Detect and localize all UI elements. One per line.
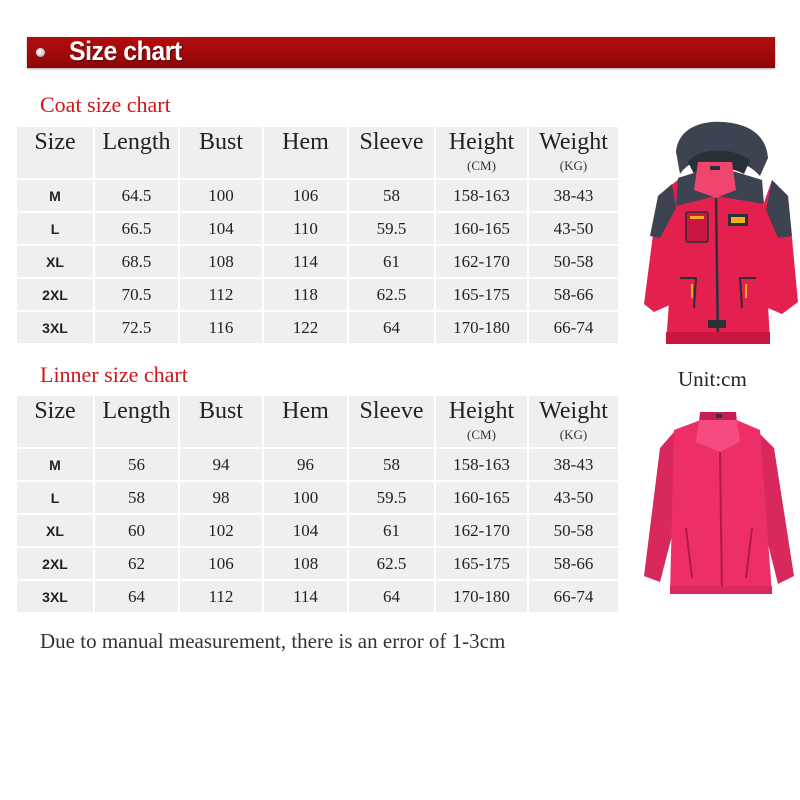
- table-cell: 94: [180, 449, 262, 480]
- size-cell: 3XL: [17, 312, 93, 343]
- size-cell: 3XL: [17, 581, 93, 612]
- table-cell: 100: [180, 180, 262, 211]
- table-row: [17, 312, 618, 343]
- table-cell: 162-170: [436, 246, 527, 277]
- liner-size-table: [15, 394, 620, 614]
- column-unit: (CM): [467, 427, 496, 442]
- header-row: [17, 396, 618, 447]
- column-header: [95, 396, 178, 447]
- table-cell: 62.5: [349, 279, 434, 310]
- table-cell: 160-165: [436, 213, 527, 244]
- table-cell: 59.5: [349, 213, 434, 244]
- table-cell: 108: [180, 246, 262, 277]
- table-cell: 50-58: [529, 515, 618, 546]
- table-cell: 118: [264, 279, 347, 310]
- size-chart-banner: [27, 37, 775, 68]
- table-row: [17, 515, 618, 546]
- table-cell: 43-50: [529, 482, 618, 513]
- table-row: [17, 213, 618, 244]
- table-cell: 112: [180, 581, 262, 612]
- table-cell: 170-180: [436, 312, 527, 343]
- table-cell: 62: [95, 548, 178, 579]
- table-cell: 38-43: [529, 449, 618, 480]
- table-cell: 56: [95, 449, 178, 480]
- coat-size-table: [15, 125, 620, 345]
- column-header: [529, 127, 618, 178]
- table-cell: 58: [95, 482, 178, 513]
- measurement-note: Due to manual measurement, there is an error of 1-3cm: [40, 629, 506, 653]
- table-cell: 112: [180, 279, 262, 310]
- column-header: [349, 396, 434, 447]
- table-cell: 66-74: [529, 581, 618, 612]
- column-header: [436, 396, 527, 447]
- table-cell: 72.5: [95, 312, 178, 343]
- column-header: [529, 396, 618, 447]
- coat-jacket-icon: [632, 118, 800, 350]
- column-header-label: Sleeve: [359, 129, 424, 155]
- table-row: [17, 581, 618, 612]
- table-cell: 60: [95, 515, 178, 546]
- table-cell: 61: [349, 515, 434, 546]
- table-cell: 64: [95, 581, 178, 612]
- table-cell: 66-74: [529, 312, 618, 343]
- table-cell: 64.5: [95, 180, 178, 211]
- column-header: [264, 396, 347, 447]
- column-header-label: Bust: [198, 398, 243, 424]
- column-header: [436, 127, 527, 178]
- table-cell: 66.5: [95, 213, 178, 244]
- table-cell: 108: [264, 548, 347, 579]
- column-header-label: Height: [448, 398, 515, 424]
- size-cell: M: [17, 180, 93, 211]
- table-cell: 58-66: [529, 279, 618, 310]
- unit-label: Unit:cm: [678, 367, 747, 391]
- coat-section-title: Coat size chart: [40, 92, 171, 117]
- table-cell: 43-50: [529, 213, 618, 244]
- table-cell: 38-43: [529, 180, 618, 211]
- table-cell: 106: [180, 548, 262, 579]
- table-cell: 165-175: [436, 548, 527, 579]
- table-cell: 70.5: [95, 279, 178, 310]
- table-row: [17, 548, 618, 579]
- column-header-label: Weight: [539, 129, 608, 155]
- banner-title: Size chart: [69, 36, 182, 66]
- column-header: [349, 127, 434, 178]
- coat-table-body: [17, 127, 618, 343]
- size-cell: M: [17, 449, 93, 480]
- table-cell: 162-170: [436, 515, 527, 546]
- table-row: [17, 449, 618, 480]
- table-cell: 58: [349, 180, 434, 211]
- table-cell: 100: [264, 482, 347, 513]
- table-cell: 61: [349, 246, 434, 277]
- size-cell: 2XL: [17, 548, 93, 579]
- table-cell: 106: [264, 180, 347, 211]
- table-cell: 68.5: [95, 246, 178, 277]
- size-cell: 2XL: [17, 279, 93, 310]
- table-cell: 98: [180, 482, 262, 513]
- table-cell: 58: [349, 449, 434, 480]
- size-cell: L: [17, 213, 93, 244]
- liner-table-body: [17, 396, 618, 612]
- table-cell: 64: [349, 581, 434, 612]
- table-cell: 114: [264, 581, 347, 612]
- column-header-label: Weight: [539, 398, 608, 424]
- table-cell: 158-163: [436, 449, 527, 480]
- column-header-label: Hem: [282, 129, 329, 155]
- table-cell: 158-163: [436, 180, 527, 211]
- column-unit: (KG): [559, 427, 588, 442]
- table-cell: 58-66: [529, 548, 618, 579]
- size-cell: XL: [17, 515, 93, 546]
- column-header: [17, 127, 93, 178]
- table-cell: 102: [180, 515, 262, 546]
- table-cell: 110: [264, 213, 347, 244]
- table-cell: 96: [264, 449, 347, 480]
- column-header-label: Length: [102, 129, 171, 155]
- table-cell: 165-175: [436, 279, 527, 310]
- table-row: [17, 482, 618, 513]
- table-cell: 116: [180, 312, 262, 343]
- column-header-label: Length: [102, 398, 171, 424]
- table-row: [17, 180, 618, 211]
- column-header-label: Size: [34, 129, 76, 155]
- column-header-label: Bust: [198, 129, 243, 155]
- column-unit: (KG): [559, 158, 588, 173]
- table-cell: 160-165: [436, 482, 527, 513]
- table-cell: 114: [264, 246, 347, 277]
- table-row: [17, 279, 618, 310]
- table-cell: 170-180: [436, 581, 527, 612]
- column-header: [264, 127, 347, 178]
- table-cell: 104: [264, 515, 347, 546]
- table-cell: 59.5: [349, 482, 434, 513]
- size-cell: XL: [17, 246, 93, 277]
- fleece-liner-icon: [640, 408, 800, 598]
- column-header: [180, 127, 262, 178]
- bullet-icon: [36, 48, 45, 57]
- size-cell: L: [17, 482, 93, 513]
- column-header: [180, 396, 262, 447]
- table-cell: 122: [264, 312, 347, 343]
- table-cell: 50-58: [529, 246, 618, 277]
- table-cell: 62.5: [349, 548, 434, 579]
- table-cell: 64: [349, 312, 434, 343]
- column-header: [17, 396, 93, 447]
- liner-section-title: Linner size chart: [40, 362, 188, 387]
- column-header: [95, 127, 178, 178]
- column-header-label: Sleeve: [359, 398, 424, 424]
- column-header-label: Size: [34, 398, 76, 424]
- column-header-label: Hem: [282, 398, 329, 424]
- column-header-label: Height: [448, 129, 515, 155]
- header-row: [17, 127, 618, 178]
- column-unit: (CM): [467, 158, 496, 173]
- table-cell: 104: [180, 213, 262, 244]
- table-row: [17, 246, 618, 277]
